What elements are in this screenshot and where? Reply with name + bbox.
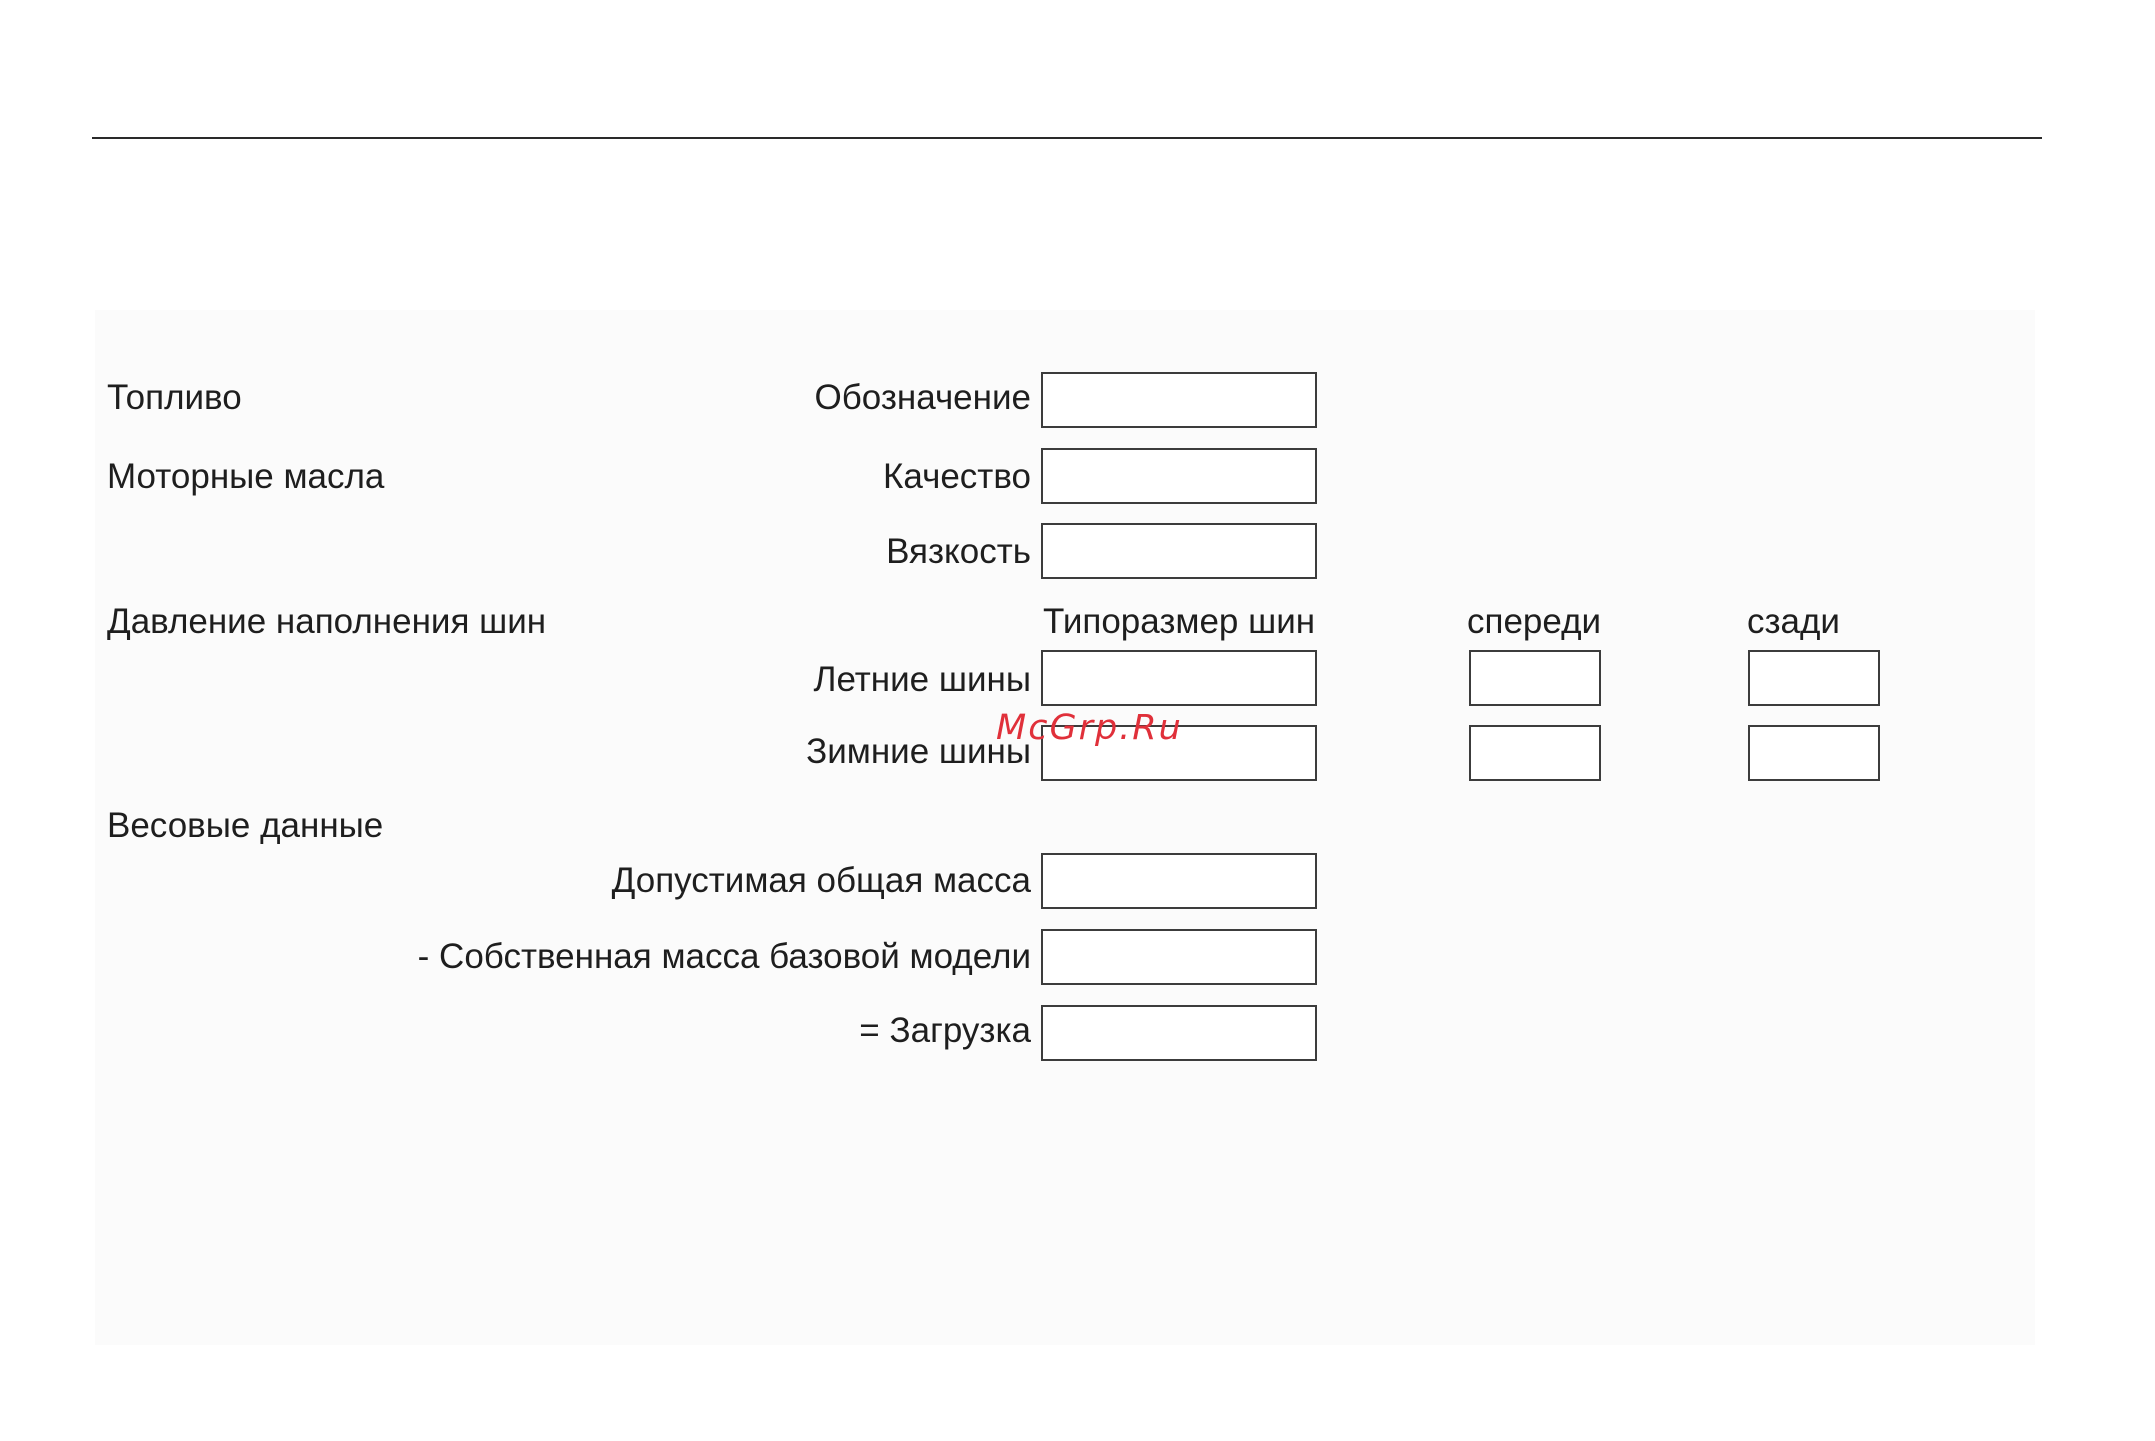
winter-front-pressure-field[interactable] [1469, 725, 1601, 781]
gross-weight-field[interactable] [1041, 853, 1317, 909]
label-payload: = Загрузка [859, 1011, 1031, 1050]
section-fuel: Топливо [107, 378, 242, 417]
section-engine-oils: Моторные масла [107, 457, 385, 496]
summer-tire-size-field[interactable] [1041, 650, 1317, 706]
quality-field[interactable] [1041, 448, 1317, 504]
header-rule [92, 137, 2042, 139]
label-quality: Качество [883, 457, 1031, 496]
label-winter-tires: Зимние шины [806, 732, 1031, 771]
label-viscosity: Вязкость [886, 532, 1031, 571]
label-designation: Обозначение [814, 378, 1031, 417]
label-base-curb-weight: - Собственная масса базовой модели [417, 937, 1031, 976]
payload-field[interactable] [1041, 1005, 1317, 1061]
label-summer-tires: Летние шины [813, 660, 1031, 699]
section-tire-pressure: Давление наполнения шин [107, 602, 547, 641]
viscosity-field[interactable] [1041, 523, 1317, 579]
column-tire-size: Типоразмер шин [1043, 602, 1316, 641]
base-curb-weight-field[interactable] [1041, 929, 1317, 985]
winter-rear-pressure-field[interactable] [1748, 725, 1880, 781]
summer-front-pressure-field[interactable] [1469, 650, 1601, 706]
label-gross-weight: Допустимая общая масса [611, 861, 1031, 900]
summer-rear-pressure-field[interactable] [1748, 650, 1880, 706]
column-front: спереди [1467, 602, 1602, 641]
column-rear: сзади [1747, 602, 1840, 641]
designation-field[interactable] [1041, 372, 1317, 428]
watermark: McGrp.Ru [996, 708, 1183, 748]
section-weight-data: Весовые данные [107, 806, 384, 845]
